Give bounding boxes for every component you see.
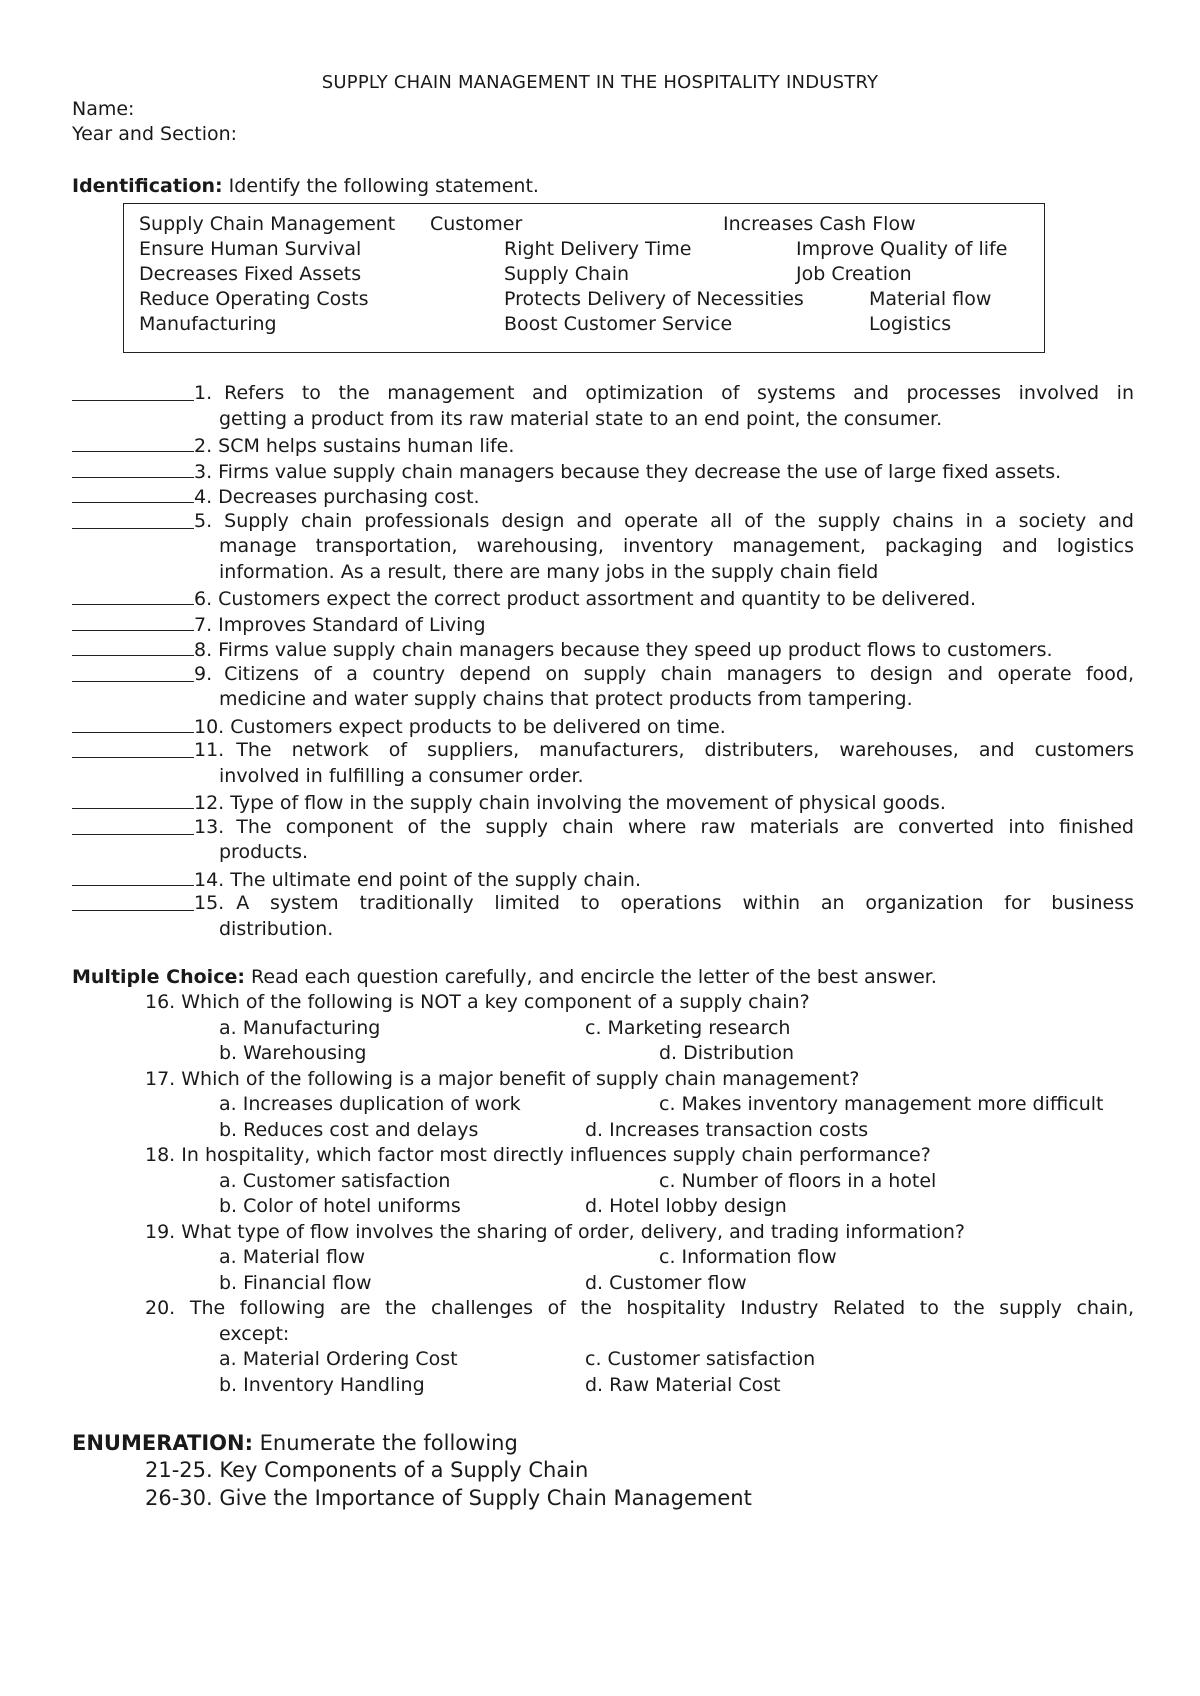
answer-blank[interactable] [72, 663, 194, 682]
question-text: SCM helps sustains human life. [218, 435, 515, 457]
mc-option-d[interactable]: d. Raw Material Cost [585, 1373, 781, 1396]
choice-item: Manufacturing [139, 313, 277, 335]
question-number: 7. [194, 613, 213, 636]
multiple-choice-heading [72, 966, 937, 988]
identification-instruction: Identify the following statement. [222, 175, 539, 197]
question-row [72, 739, 1134, 761]
enumeration-instruction: Enumerate the following [252, 1431, 518, 1455]
multiple-choice-label: Multiple Choice: [72, 966, 245, 988]
identification-heading [72, 175, 539, 197]
mc-option-d[interactable]: d. Distribution [659, 1042, 794, 1064]
choice-item: Protects Delivery of Necessities [504, 288, 804, 310]
answer-blank[interactable] [72, 510, 194, 529]
question-row [72, 586, 976, 610]
question-text: A system traditionally limited to operations within an organization for business [236, 892, 1134, 914]
question-row [72, 484, 480, 508]
choice-item: Material flow [869, 288, 992, 310]
mc-option-a[interactable]: a. Customer satisfaction [219, 1169, 451, 1192]
year-section-field: Year and Section: [72, 123, 238, 145]
question-number: 4. [194, 486, 213, 508]
question-row [72, 892, 1134, 914]
question-number: 3. [194, 460, 213, 483]
mc-option-d[interactable]: d. Hotel lobby design [585, 1195, 787, 1217]
question-text: Firms value supply chain managers because they decrease the use of large fixed assets. [218, 460, 1062, 483]
question-row [72, 612, 486, 636]
mc-question-stem: 19. What type of flow involves the sharing of order, delivery, and trading information? [145, 1220, 965, 1243]
question-number: 9. [194, 662, 213, 685]
question-number: 5. [194, 509, 213, 532]
mc-option-b[interactable]: b. Warehousing [219, 1042, 367, 1064]
question-row [72, 637, 1053, 661]
question-text-continued: distribution. [219, 917, 334, 940]
enumeration-heading [72, 1431, 518, 1455]
question-row [72, 816, 1134, 838]
question-number: 6. [194, 588, 213, 610]
document-title: SUPPLY CHAIN MANAGEMENT IN THE HOSPITALITY INDUSTRY [321, 72, 879, 93]
answer-blank[interactable] [72, 459, 194, 478]
question-text: Citizens of a country depend on supply chain managers to design and operate food, [224, 662, 1134, 685]
answer-blank[interactable] [72, 714, 194, 733]
question-number: 1. [194, 382, 213, 404]
mc-option-a[interactable]: a. Manufacturing [219, 1016, 381, 1039]
mc-option-d[interactable]: d. Increases transaction costs [585, 1118, 869, 1141]
question-number: 11. [194, 739, 225, 761]
choice-item: Right Delivery Time [504, 238, 692, 260]
answer-blank[interactable] [72, 790, 194, 809]
question-row [72, 663, 1134, 685]
answer-blank[interactable] [72, 892, 194, 911]
choice-item: Supply Chain [504, 263, 630, 285]
choice-item: Decreases Fixed Assets [139, 263, 362, 285]
choice-item: Boost Customer Service [504, 313, 733, 335]
answer-blank[interactable] [72, 637, 194, 656]
mc-option-a[interactable]: a. Material flow [219, 1246, 366, 1268]
question-row [72, 867, 641, 891]
mc-option-b[interactable]: b. Reduces cost and delays [219, 1118, 479, 1141]
answer-blank[interactable] [72, 739, 194, 758]
answer-blank[interactable] [72, 484, 194, 503]
question-number: 12. [194, 792, 225, 814]
enumeration-item: 21-25. Key Components of a Supply Chain [145, 1458, 589, 1482]
identification-label: Identification: [72, 175, 223, 197]
question-text: Decreases purchasing cost. [218, 486, 480, 508]
question-text-continued: products. [219, 841, 309, 863]
question-text-continued: information. As a result, there are many jobs in the supply chain field [219, 560, 879, 583]
question-number: 13. [194, 815, 225, 838]
question-number: 14. [194, 868, 225, 891]
question-text-continued: medicine and water supply chains that protect products from tampering. [219, 688, 913, 710]
answer-blank[interactable] [72, 816, 194, 835]
enumeration-item: 26-30. Give the Importance of Supply Chain Management [145, 1486, 752, 1510]
question-text: Firms value supply chain managers because they speed up product flows to customers. [218, 639, 1053, 661]
question-text: Improves Standard of Living [218, 613, 486, 636]
question-text: Customers expect products to be delivered on time. [230, 715, 726, 738]
question-row [72, 433, 514, 457]
choice-item: Customer [430, 213, 523, 235]
choice-item: Reduce Operating Costs [139, 288, 369, 310]
question-text-continued: manage transportation, warehousing, inventory management, packaging and logistics [219, 535, 1134, 557]
answer-blank[interactable] [72, 382, 194, 401]
mc-option-c[interactable]: c. Customer satisfaction [585, 1348, 816, 1370]
question-row [72, 790, 946, 814]
mc-question-stem: 20. The following are the challenges of the hospitality Industry Related to the supply chain, [145, 1297, 1134, 1319]
mc-option-c[interactable]: c. Makes inventory management more difficult [659, 1093, 1104, 1115]
choice-item: Increases Cash Flow [723, 213, 916, 235]
choice-item: Ensure Human Survival [139, 238, 362, 260]
question-text: The component of the supply chain where raw materials are converted into finished [236, 815, 1134, 838]
multiple-choice-instruction: Read each question carefully, and encircle the letter of the best answer. [244, 966, 937, 988]
question-row [72, 382, 1134, 404]
name-field: Name: [72, 98, 135, 120]
answer-blank[interactable] [72, 586, 194, 605]
answer-blank[interactable] [72, 612, 194, 631]
mc-option-a[interactable]: a. Increases duplication of work [219, 1093, 521, 1115]
question-text: Customers expect the correct product assortment and quantity to be delivered. [218, 588, 976, 610]
question-text: The ultimate end point of the supply chain. [230, 868, 641, 891]
question-number: 15. [194, 892, 225, 914]
mc-option-b[interactable]: b. Color of hotel uniforms [219, 1195, 461, 1217]
mc-option-d[interactable]: d. Customer flow [585, 1271, 747, 1294]
question-text: Supply chain professionals design and operate all of the supply chains in a society and [224, 509, 1134, 532]
question-row [72, 510, 1134, 532]
question-number: 8. [194, 639, 213, 661]
mc-option-b[interactable]: b. Financial flow [219, 1271, 372, 1294]
choice-item: Logistics [869, 313, 952, 335]
question-number: 10. [194, 715, 225, 738]
mc-question-stem: 16. Which of the following is NOT a key component of a supply chain? [145, 991, 810, 1013]
mc-option-a[interactable]: a. Material Ordering Cost [219, 1348, 458, 1370]
choice-item: Supply Chain Management [139, 213, 396, 235]
question-text-continued: getting a product from its raw material state to an end point, the consumer. [219, 407, 943, 430]
choices-box [123, 203, 1045, 353]
mc-question-stem: 18. In hospitality, which factor most directly influences supply chain performance? [145, 1144, 931, 1166]
choice-item: Job Creation [796, 263, 912, 285]
question-text: Type of flow in the supply chain involving the movement of physical goods. [230, 792, 946, 814]
question-text-continued: involved in fulfilling a consumer order. [219, 764, 584, 787]
mc-option-b[interactable]: b. Inventory Handling [219, 1373, 425, 1396]
choice-item: Improve Quality of life [796, 238, 1008, 260]
mc-question-stem: 17. Which of the following is a major benefit of supply chain management? [145, 1067, 860, 1090]
answer-blank[interactable] [72, 867, 194, 886]
question-number: 2. [194, 435, 213, 457]
mc-option-c[interactable]: c. Information flow [659, 1246, 837, 1268]
answer-blank[interactable] [72, 433, 194, 452]
question-row [72, 459, 1061, 483]
mc-option-c[interactable]: c. Number of floors in a hotel [659, 1169, 937, 1192]
question-text: Refers to the management and optimization of systems and processes involved in [224, 382, 1134, 404]
enumeration-label: ENUMERATION: [72, 1431, 253, 1455]
mc-option-c[interactable]: c. Marketing research [585, 1016, 791, 1039]
question-row [72, 714, 726, 738]
question-text: The network of suppliers, manufacturers, distributers, warehouses, and customers [236, 739, 1134, 761]
mc-question-stem: except: [219, 1322, 290, 1345]
